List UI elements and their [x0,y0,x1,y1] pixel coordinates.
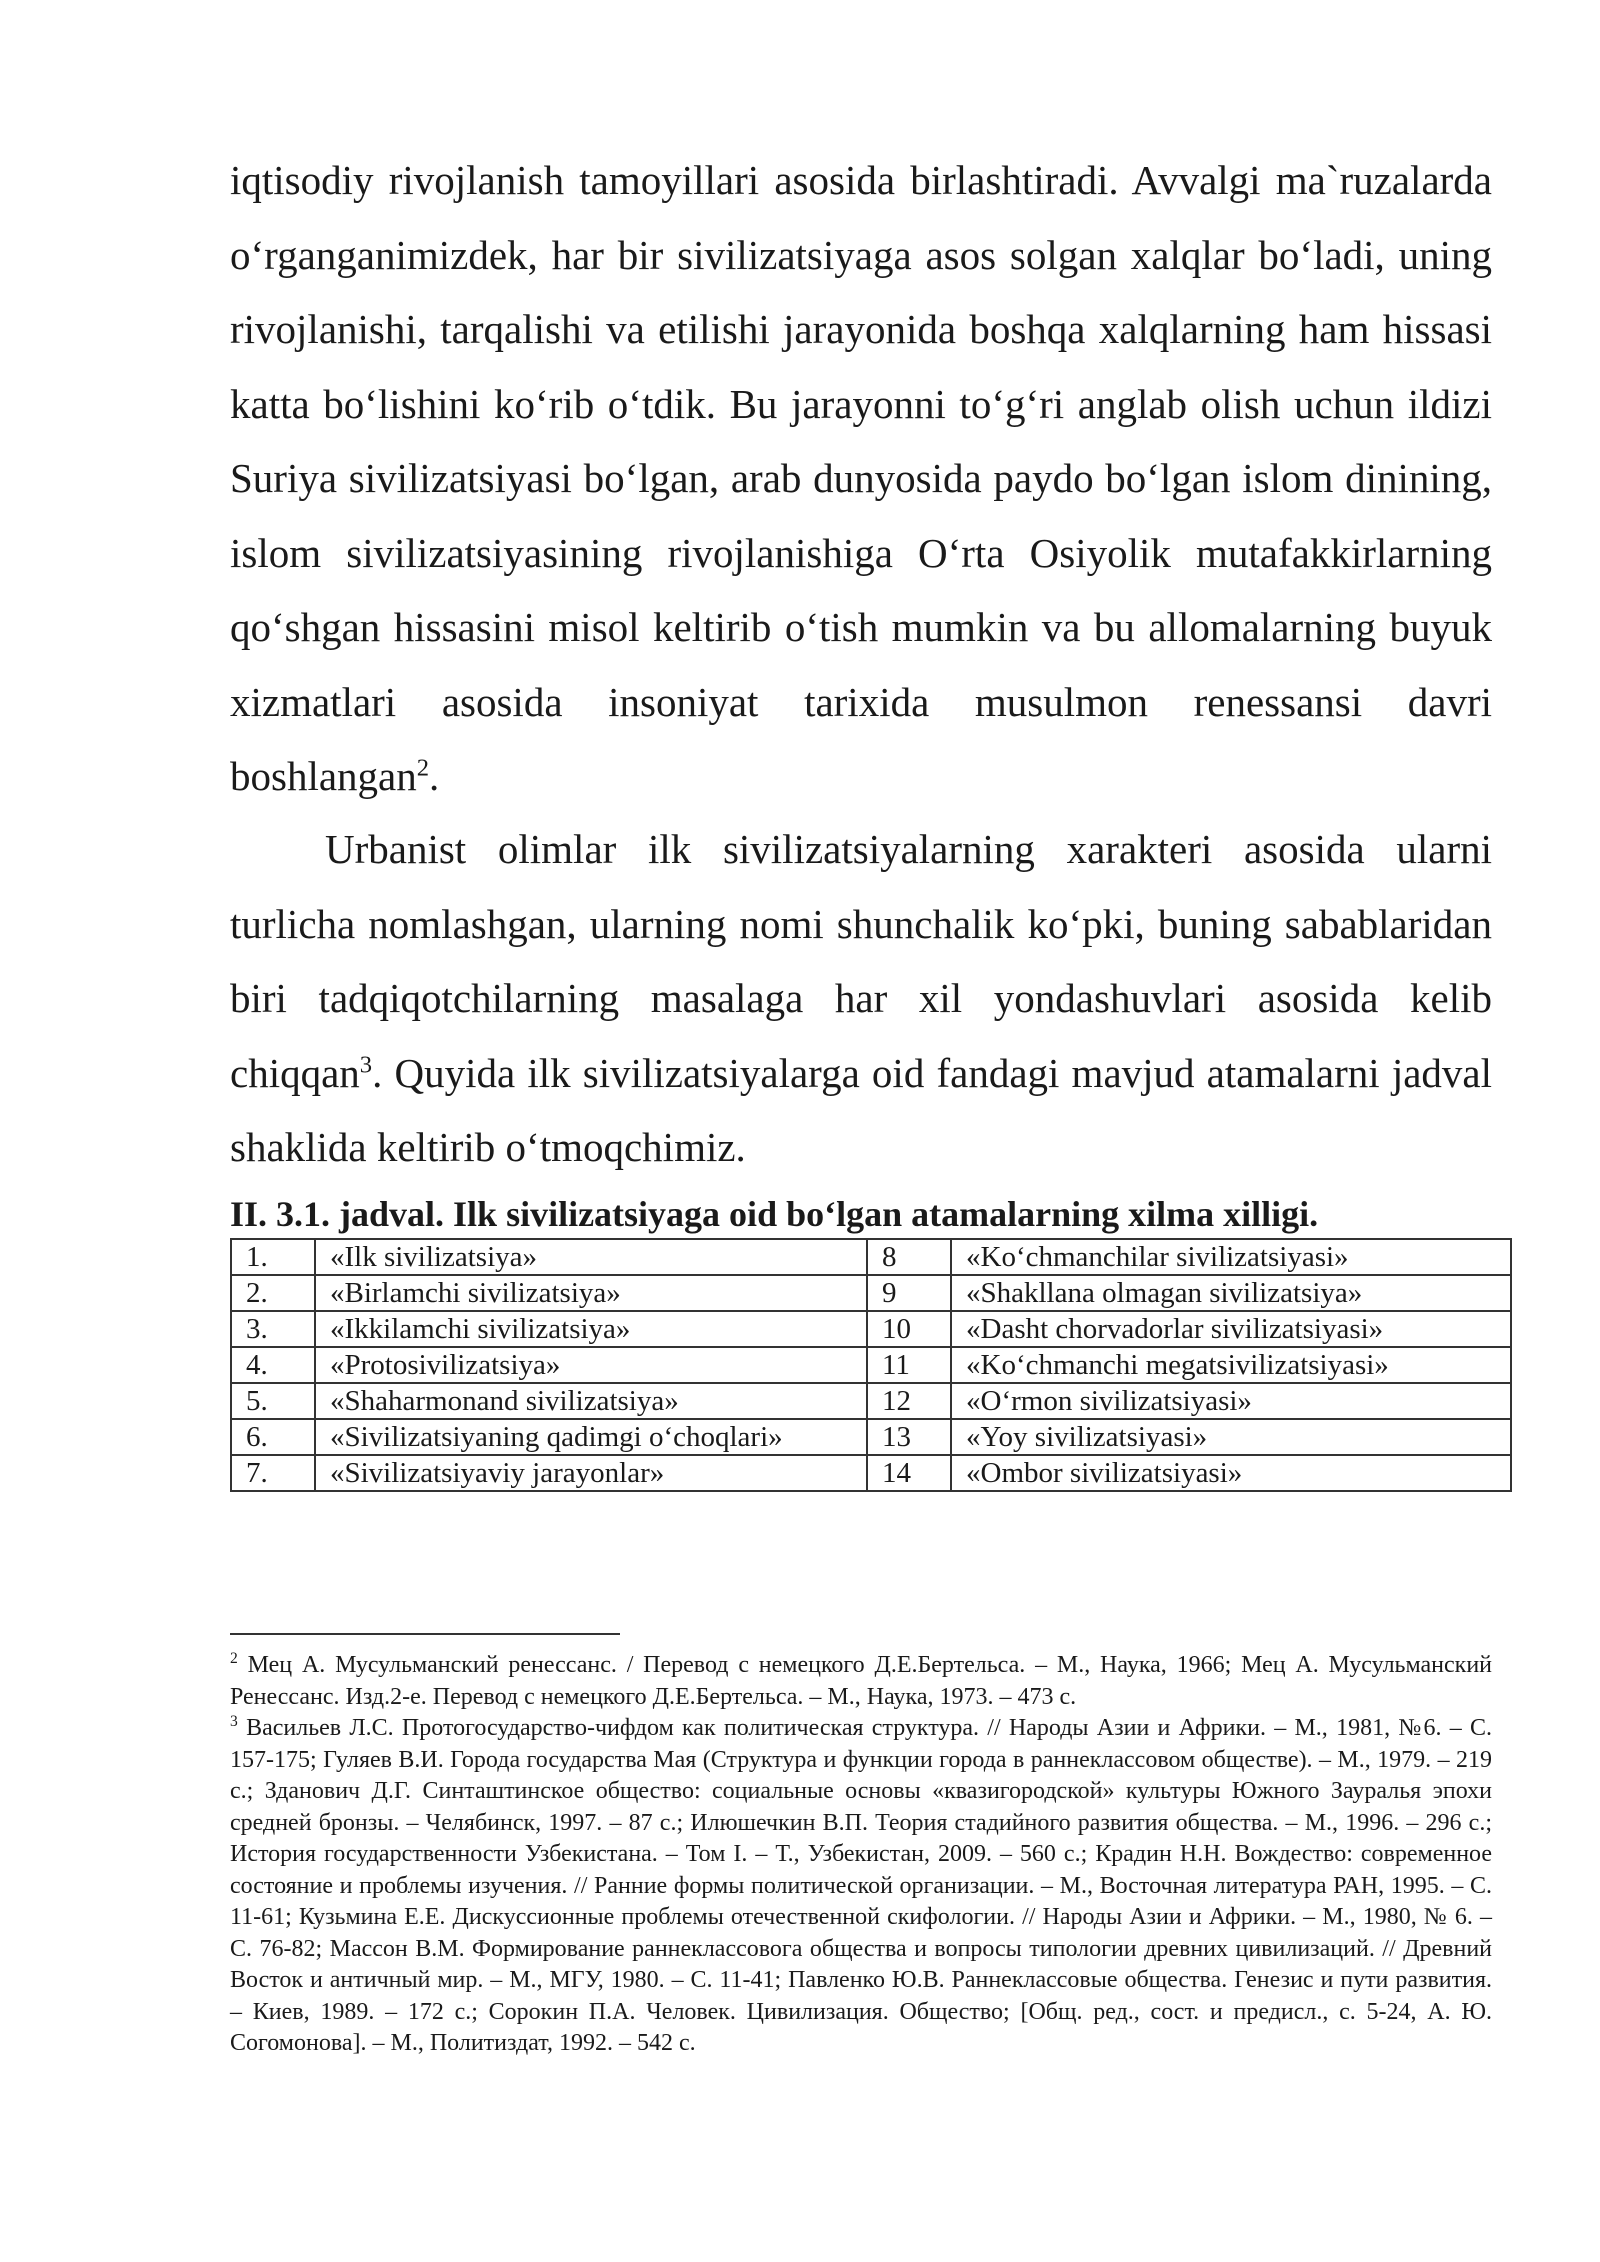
footnote-ref[interactable]: 3 [359,1050,373,1078]
paragraph-tail: . Quyida ilk sivilizatsiyalarga oid fandagi mavjud atamalarni jadval shaklida keltirib o‘tmoqchimiz. [230,1049,1492,1170]
row-number: 13 [867,1419,951,1455]
table-row [231,1239,1511,1275]
term-cell: «Shakllana olmagan sivilizatsiya» [951,1275,1511,1311]
row-number: 1. [231,1239,315,1275]
paragraph-text: Urbanist olimlar ilk sivilizatsiyalarning xarakteri asosida ularni turlicha nomlashgan, ularning nomi shunchalik ko‘pki, buning sabablaridan biri tadqiqotchilarning masalaga har xil yondashuvlari asosida kelib chiqqan [230,826,1492,1096]
table-row [231,1347,1511,1383]
table-row [231,1455,1511,1491]
term-cell: «Sivilizatsiyaning qadimgi o‘choqlari» [315,1419,867,1455]
table-row [231,1275,1511,1311]
paragraph-text: iqtisodiy rivojlanish tamoyillari asosida birlashtiradi. Avvalgi ma`ruzalarda o‘rganganimizdek, har bir sivilizatsiyaga asos solgan xalqlar bo‘ladi, uning rivojlanishi, tarqalishi va etilishi jarayonida boshqa xalqlarning ham hissasi katta bo‘lishini ko‘rib o‘tdik. Bu jarayonni to‘g‘ri anglab olish uchun ildizi Suriya sivilizatsiyasi bo‘lgan, arab dunyosida paydo bo‘lgan islom dinining, islom sivilizatsiyasining rivojlanishiga O‘rta Osiyolik mutafakkirlarning qo‘shgan hissasini misol keltirib o‘tish mumkin va bu allomalarning buyuk xizmatlari asosida insoniyat tarixida musulmon renessansi davri boshlangan [230,157,1492,799]
term-cell: «Shaharmonand sivilizatsiya» [315,1383,867,1419]
row-number: 14 [867,1455,951,1491]
row-number: 10 [867,1311,951,1347]
table-row [231,1383,1511,1419]
footnote-separator [230,1633,620,1635]
row-number: 9 [867,1275,951,1311]
footnote-mark: 2 [230,1650,238,1667]
footnote-ref[interactable]: 2 [416,754,430,782]
terms-table [230,1238,1512,1492]
footnote-text: Васильев Л.С. Протогосударство-чифдом как политическая структура. // Народы Азии и Африки. – М., 1981, №6. – С. 157-175; Гуляев В.И. Города государства Мая (Структура и функции города в раннеклассовом обществе). – М., 1979. – 219 с.; Зданович Д.Г. Синташтинское общество: социальные основы «квазигородской» культуры Южного Зауралья эпохи средней бронзы. – Челябинск, 1997. – 87 с.; Илюшечкин В.П. Теория стадийного развития общества. – М., 1996. – 296 с.; История государственности Узбекистана. – Том I. – Т., Узбекистан, 2009. – 560 с.; Крадин Н.Н. Вождество: современное состояние и проблемы изучения. // Ранние формы политической организации. – М., Восточная литература РАН, 1995. – С. 11-61; Кузьмина Е.Е. Дискуссионные проблемы отечественной скифологии. // Народы Азии и Африки. – М., 1980, № 6. – С. 76-82; Массон В.М. Формирование раннеклассовога общества и вопросы типологии древних цивилизаций. // Древний Восток и античный мир. – М., МГУ, 1980. – С. 11-41; Павленко Ю.В. Раннеклассовые общества. Генезис и пути развития. – Киев, 1989. – 172 с.; Сорокин П.А. Человек. Цивилизация. Общество; [Общ. ред., сост. и предисл., с. 5-24, А. Ю. Согомонова]. – М., Политиздат, 1992. – 542 с. [230,1715,1492,2056]
row-number: 4. [231,1347,315,1383]
row-number: 7. [231,1455,315,1491]
footnote-mark: 3 [230,1713,238,1730]
term-cell: «Yoy sivilizatsiyasi» [951,1419,1511,1455]
footnote [230,1650,1492,1713]
row-number: 2. [231,1275,315,1311]
row-number: 11 [867,1347,951,1383]
body-paragraph [230,143,1492,814]
row-number: 6. [231,1419,315,1455]
body-paragraph [230,812,1492,1185]
term-cell: «Ombor sivilizatsiyasi» [951,1455,1511,1491]
term-cell: «O‘rmon sivilizatsiyasi» [951,1383,1511,1419]
term-cell: «Ko‘chmanchi megatsivilizatsiyasi» [951,1347,1511,1383]
row-number: 3. [231,1311,315,1347]
table-caption: II. 3.1. jadval. Ilk sivilizatsiyaga oid bo‘lgan atamalarning xilma xilligi. [230,1194,1319,1234]
paragraph-tail: . [429,753,440,799]
footnote-text: Мец А. Мусульманский ренессанс. / Перевод с немецкого Д.Е.Бертельса. – М., Наука, 1966; Мец А. Мусульманский Ренессанс. Изд.2-е. Перевод с немецкого Д.Е.Бертельса. – М., Наука, 1973. – 473 с. [230,1652,1493,1710]
footnote [230,1713,1492,2060]
table-row [231,1419,1511,1455]
term-cell: «Ikkilamchi sivilizatsiya» [315,1311,867,1347]
term-cell: «Birlamchi sivilizatsiya» [315,1275,867,1311]
term-cell: «Ko‘chmanchilar sivilizatsiyasi» [951,1239,1511,1275]
row-number: 5. [231,1383,315,1419]
row-number: 12 [867,1383,951,1419]
term-cell: «Sivilizatsiyaviy jarayonlar» [315,1455,867,1491]
term-cell: «Ilk sivilizatsiya» [315,1239,867,1275]
term-cell: «Protosivilizatsiya» [315,1347,867,1383]
row-number: 8 [867,1239,951,1275]
table-row [231,1311,1511,1347]
term-cell: «Dasht chorvadorlar sivilizatsiyasi» [951,1311,1511,1347]
